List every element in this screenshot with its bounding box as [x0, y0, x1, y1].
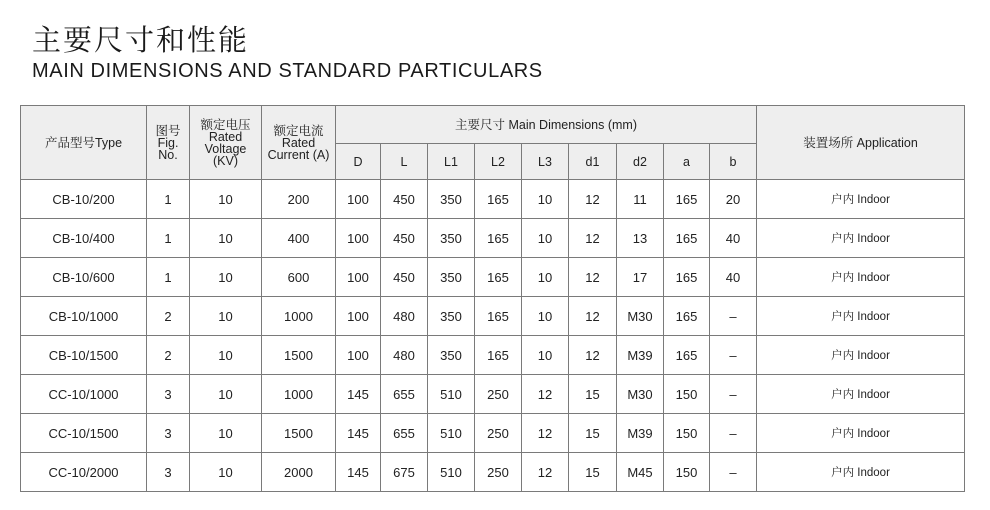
- cell-dim-l1: 350: [428, 297, 475, 336]
- cell-fig: 3: [147, 453, 190, 492]
- cell-dim-d: 100: [336, 258, 381, 297]
- cell-dim-l1: 510: [428, 453, 475, 492]
- cell-dim-a: 165: [664, 258, 710, 297]
- cell-dim-b: –: [710, 336, 757, 375]
- cell-application: 户内 Indoor: [757, 258, 965, 297]
- cell-dim-l2: 165: [475, 219, 522, 258]
- cell-dim-l: 450: [381, 219, 428, 258]
- cell-dim-l: 450: [381, 180, 428, 219]
- cell-voltage: 10: [190, 453, 262, 492]
- cell-fig: 2: [147, 297, 190, 336]
- header-voltage: [190, 106, 262, 180]
- header-fig-line: No.: [158, 147, 178, 162]
- header-type: 产品型号Type: [21, 106, 147, 180]
- cell-application: 户内 Indoor: [757, 453, 965, 492]
- cell-dim-l2: 165: [475, 180, 522, 219]
- cell-dim-a: 150: [664, 453, 710, 492]
- cell-current: 200: [262, 180, 336, 219]
- header-dim: b: [710, 144, 757, 180]
- header-fig-line: 图号: [155, 123, 181, 138]
- header-voltage-line: Rated: [208, 129, 243, 144]
- cell-dim-a: 165: [664, 180, 710, 219]
- cell-dim-l2: 165: [475, 258, 522, 297]
- cell-dim-d2: M45: [617, 453, 664, 492]
- cell-dim-l3: 10: [522, 297, 569, 336]
- cell-dim-b: –: [710, 297, 757, 336]
- cell-dim-l: 480: [381, 336, 428, 375]
- header-application: 装置场所 Application: [757, 106, 965, 180]
- cell-dim-l: 450: [381, 258, 428, 297]
- cell-type: CB-10/1000: [21, 297, 147, 336]
- cell-dim-l3: 10: [522, 336, 569, 375]
- header-current-line: 额定电流: [273, 123, 324, 138]
- cell-dim-l3: 12: [522, 375, 569, 414]
- cell-dim-d2: 11: [617, 180, 664, 219]
- cell-voltage: 10: [190, 258, 262, 297]
- cell-dim-l1: 350: [428, 219, 475, 258]
- cell-dim-d1: 12: [569, 219, 617, 258]
- cell-current: 1500: [262, 336, 336, 375]
- cell-type: CC-10/1000: [21, 375, 147, 414]
- table-row: [21, 297, 965, 336]
- cell-current: 400: [262, 219, 336, 258]
- cell-current: 1500: [262, 414, 336, 453]
- cell-dim-l: 655: [381, 375, 428, 414]
- header-dimensions-group: 主要尺寸 Main Dimensions (mm): [336, 106, 757, 144]
- cell-dim-l1: 350: [428, 336, 475, 375]
- cell-dim-d: 100: [336, 336, 381, 375]
- cell-dim-l3: 12: [522, 453, 569, 492]
- cell-dim-d1: 12: [569, 336, 617, 375]
- header-dim: L: [381, 144, 428, 180]
- cell-fig: 1: [147, 180, 190, 219]
- header-dim: D: [336, 144, 381, 180]
- cell-dim-l1: 510: [428, 375, 475, 414]
- header-voltage-line: (KV): [213, 153, 238, 168]
- header-dim: a: [664, 144, 710, 180]
- cell-application: 户内 Indoor: [757, 375, 965, 414]
- cell-type: CB-10/200: [21, 180, 147, 219]
- cell-dim-d2: M39: [617, 414, 664, 453]
- cell-dim-l2: 250: [475, 453, 522, 492]
- cell-dim-a: 165: [664, 336, 710, 375]
- cell-dim-d: 100: [336, 219, 381, 258]
- cell-dim-a: 165: [664, 219, 710, 258]
- cell-fig: 1: [147, 258, 190, 297]
- cell-fig: 1: [147, 219, 190, 258]
- header-dim: d1: [569, 144, 617, 180]
- page-title-cn: 主要尺寸和性能: [32, 23, 250, 57]
- cell-dim-l3: 12: [522, 414, 569, 453]
- header-current-line: Current (A): [267, 147, 330, 162]
- cell-application: 户内 Indoor: [757, 414, 965, 453]
- cell-fig: 2: [147, 336, 190, 375]
- cell-dim-d1: 12: [569, 180, 617, 219]
- cell-dim-d: 100: [336, 297, 381, 336]
- cell-dim-a: 165: [664, 297, 710, 336]
- header-current: [262, 106, 336, 180]
- cell-dim-d: 145: [336, 375, 381, 414]
- cell-dim-d: 145: [336, 453, 381, 492]
- header-voltage-line: 额定电压: [200, 117, 251, 132]
- cell-dim-a: 150: [664, 375, 710, 414]
- cell-dim-l: 655: [381, 414, 428, 453]
- header-dim: L2: [475, 144, 522, 180]
- header-fig: [147, 106, 190, 180]
- table-row: [21, 180, 965, 219]
- cell-dim-l1: 510: [428, 414, 475, 453]
- cell-dim-b: –: [710, 453, 757, 492]
- cell-dim-l2: 165: [475, 297, 522, 336]
- cell-application: 户内 Indoor: [757, 297, 965, 336]
- cell-dim-d2: 13: [617, 219, 664, 258]
- table-row: [21, 336, 965, 375]
- cell-voltage: 10: [190, 180, 262, 219]
- cell-dim-d2: M39: [617, 336, 664, 375]
- page-title-en: MAIN DIMENSIONS AND STANDARD PARTICULARS: [32, 60, 543, 82]
- cell-application: 户内 Indoor: [757, 219, 965, 258]
- cell-dim-b: 40: [710, 219, 757, 258]
- cell-dim-b: –: [710, 414, 757, 453]
- cell-voltage: 10: [190, 375, 262, 414]
- cell-voltage: 10: [190, 297, 262, 336]
- cell-dim-l1: 350: [428, 180, 475, 219]
- cell-dim-l3: 10: [522, 180, 569, 219]
- cell-dim-d1: 15: [569, 375, 617, 414]
- cell-dim-l2: 165: [475, 336, 522, 375]
- cell-dim-d1: 12: [569, 258, 617, 297]
- header-dim: L3: [522, 144, 569, 180]
- cell-application: 户内 Indoor: [757, 180, 965, 219]
- cell-fig: 3: [147, 375, 190, 414]
- cell-dim-d: 145: [336, 414, 381, 453]
- cell-dim-l2: 250: [475, 375, 522, 414]
- table-row: [21, 258, 965, 297]
- cell-fig: 3: [147, 414, 190, 453]
- cell-current: 600: [262, 258, 336, 297]
- cell-voltage: 10: [190, 219, 262, 258]
- dimensions-table: [20, 105, 965, 492]
- header-current-line: Rated: [281, 135, 316, 150]
- cell-voltage: 10: [190, 414, 262, 453]
- header-dim: d2: [617, 144, 664, 180]
- cell-dim-l: 675: [381, 453, 428, 492]
- table-row: [21, 453, 965, 492]
- cell-dim-b: 40: [710, 258, 757, 297]
- table-row: [21, 219, 965, 258]
- cell-current: 1000: [262, 375, 336, 414]
- cell-voltage: 10: [190, 336, 262, 375]
- cell-type: CC-10/2000: [21, 453, 147, 492]
- cell-dim-d: 100: [336, 180, 381, 219]
- table-body: [21, 180, 965, 492]
- cell-dim-b: 20: [710, 180, 757, 219]
- cell-dim-d2: 17: [617, 258, 664, 297]
- header-dim: L1: [428, 144, 475, 180]
- cell-dim-d1: 12: [569, 297, 617, 336]
- cell-dim-l2: 250: [475, 414, 522, 453]
- cell-dim-l3: 10: [522, 219, 569, 258]
- table-row: [21, 375, 965, 414]
- cell-application: 户内 Indoor: [757, 336, 965, 375]
- cell-dim-d2: M30: [617, 297, 664, 336]
- cell-current: 2000: [262, 453, 336, 492]
- header-fig-line: Fig.: [157, 135, 179, 150]
- cell-type: CB-10/600: [21, 258, 147, 297]
- cell-type: CB-10/1500: [21, 336, 147, 375]
- cell-dim-d1: 15: [569, 414, 617, 453]
- cell-dim-l: 480: [381, 297, 428, 336]
- cell-dim-b: –: [710, 375, 757, 414]
- cell-dim-d1: 15: [569, 453, 617, 492]
- cell-dim-l3: 10: [522, 258, 569, 297]
- cell-dim-a: 150: [664, 414, 710, 453]
- table-row: [21, 414, 965, 453]
- cell-dim-d2: M30: [617, 375, 664, 414]
- cell-type: CB-10/400: [21, 219, 147, 258]
- header-voltage-line: Voltage: [204, 141, 247, 156]
- cell-current: 1000: [262, 297, 336, 336]
- cell-type: CC-10/1500: [21, 414, 147, 453]
- cell-dim-l1: 350: [428, 258, 475, 297]
